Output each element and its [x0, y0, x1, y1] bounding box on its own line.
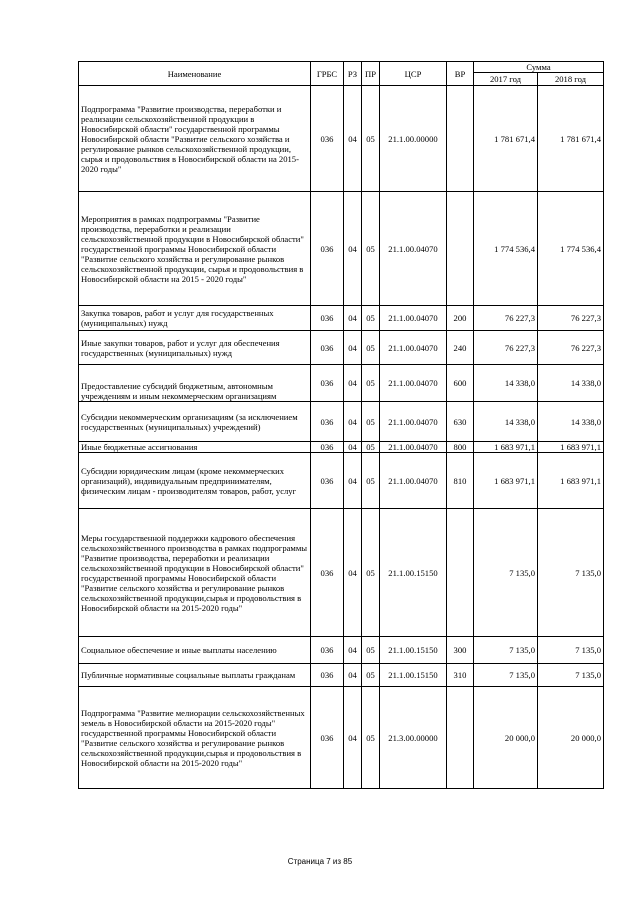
row-csr: 21.3.00.00000	[380, 687, 447, 789]
row-name: Субсидии некоммерческим организациям (за исключением государственных (муниципальных) учреждений)	[79, 402, 311, 442]
row-name: Закупка товаров, работ и услуг для государственных (муниципальных) нужд	[79, 306, 311, 331]
row-csr: 21.1.00.15150	[380, 664, 447, 687]
row-sum-2017: 7 135,0	[474, 509, 538, 637]
row-pr: 05	[362, 192, 380, 306]
row-name: Субсидии юридическим лицам (кроме некоммерческих организаций), индивидуальным предпринимателям, физическим лицам - производителям товаров, работ, услуг	[79, 453, 311, 509]
row-sum-2017: 1 774 536,4	[474, 192, 538, 306]
row-sum-2018: 76 227,3	[538, 331, 604, 365]
row-grbs: 036	[311, 442, 344, 453]
row-pr: 05	[362, 453, 380, 509]
row-sum-2017: 20 000,0	[474, 687, 538, 789]
row-rz: 04	[344, 442, 362, 453]
row-grbs: 036	[311, 637, 344, 664]
budget-table	[78, 61, 604, 789]
row-pr: 05	[362, 306, 380, 331]
table-row	[79, 442, 604, 453]
header-year-2017: 2017 год	[474, 73, 538, 86]
header-csr: ЦСР	[380, 62, 447, 86]
row-csr: 21.1.00.15150	[380, 637, 447, 664]
row-sum-2018: 20 000,0	[538, 687, 604, 789]
table-row	[79, 306, 604, 331]
table-row	[79, 331, 604, 365]
row-sum-2018: 1 683 971,1	[538, 453, 604, 509]
row-sum-2017: 76 227,3	[474, 306, 538, 331]
table-row	[79, 402, 604, 442]
row-rz: 04	[344, 331, 362, 365]
header-vr: ВР	[447, 62, 474, 86]
row-grbs: 036	[311, 365, 344, 402]
row-grbs: 036	[311, 664, 344, 687]
row-csr: 21.1.00.04070	[380, 442, 447, 453]
row-csr: 21.1.00.04070	[380, 192, 447, 306]
header-sum: Сумма	[474, 62, 604, 73]
row-name: Иные бюджетные ассигнования	[79, 442, 311, 453]
table-row	[79, 453, 604, 509]
header-pr: ПР	[362, 62, 380, 86]
row-rz: 04	[344, 664, 362, 687]
row-grbs: 036	[311, 86, 344, 192]
table-row	[79, 509, 604, 637]
row-grbs: 036	[311, 687, 344, 789]
row-pr: 05	[362, 664, 380, 687]
row-vr: 200	[447, 306, 474, 331]
row-csr: 21.1.00.00000	[380, 86, 447, 192]
header-name: Наименование	[79, 62, 311, 86]
row-sum-2017: 14 338,0	[474, 402, 538, 442]
row-name: Меры государственной поддержки кадрового обеспечения сельскохозяйственного производства в рамках подпрограммы "Развитие производства, переработки и реализации сельскохозяйственной продукции в Новосибирской области" государственной программы Новосибирской области "Развитие сельского хозяйства и регулирование рынков сельскохозяйственной продукции,сырья и продовольствия в Новосибирской области на 2015-2020 годы"	[79, 509, 311, 637]
row-grbs: 036	[311, 306, 344, 331]
row-vr: 310	[447, 664, 474, 687]
row-csr: 21.1.00.04070	[380, 453, 447, 509]
row-name: Мероприятия в рамках подпрограммы "Развитие производства, переработки и реализации сельскохозяйственной продукции в Новосибирской области" государственной программы Новосибирской области "Развитие сельского хозяйства и регулирование рынков сельскохозяйственной продукции, сырья и продовольствия в Новосибирской области на 2015 - 2020 годы"	[79, 192, 311, 306]
row-grbs: 036	[311, 331, 344, 365]
row-name: Публичные нормативные социальные выплаты гражданам	[79, 664, 311, 687]
row-sum-2017: 7 135,0	[474, 637, 538, 664]
row-name: Подпрограмма "Развитие производства, переработки и реализации сельскохозяйственной продукции в Новосибирской области" государственной программы Новосибирской области "Развитие сельского хозяйства и регулирование рынков сельскохозяйственной продукции, сырья и продовольствия в Новосибирской области на 2015-2020 годы"	[79, 86, 311, 192]
row-sum-2018: 14 338,0	[538, 365, 604, 402]
header-grbs: ГРБС	[311, 62, 344, 86]
row-sum-2017: 1 683 971,1	[474, 442, 538, 453]
row-rz: 04	[344, 687, 362, 789]
row-pr: 05	[362, 687, 380, 789]
row-pr: 05	[362, 402, 380, 442]
row-vr	[447, 687, 474, 789]
row-vr	[447, 86, 474, 192]
row-pr: 05	[362, 86, 380, 192]
row-sum-2018: 14 338,0	[538, 402, 604, 442]
row-vr: 630	[447, 402, 474, 442]
row-pr: 05	[362, 509, 380, 637]
table-row	[79, 365, 604, 402]
row-csr: 21.1.00.04070	[380, 365, 447, 402]
row-pr: 05	[362, 365, 380, 402]
row-vr: 600	[447, 365, 474, 402]
row-vr	[447, 509, 474, 637]
row-name: Социальное обеспечение и иные выплаты населению	[79, 637, 311, 664]
row-grbs: 036	[311, 402, 344, 442]
row-sum-2018: 1 781 671,4	[538, 86, 604, 192]
row-sum-2018: 7 135,0	[538, 637, 604, 664]
row-sum-2018: 1 683 971,1	[538, 442, 604, 453]
row-rz: 04	[344, 192, 362, 306]
header-rz: РЗ	[344, 62, 362, 86]
row-sum-2018: 1 774 536,4	[538, 192, 604, 306]
row-sum-2018: 7 135,0	[538, 509, 604, 637]
row-rz: 04	[344, 637, 362, 664]
row-vr: 810	[447, 453, 474, 509]
row-vr: 240	[447, 331, 474, 365]
row-csr: 21.1.00.04070	[380, 331, 447, 365]
row-csr: 21.1.00.04070	[380, 402, 447, 442]
row-name: Подпрограмма "Развитие мелиорации сельскохозяйственных земель в Новосибирской области на 2015-2020 годы" государственной программы Новосибирской области "Развитие сельского хозяйства и регулирование рынков сельскохозяйственной продукции,сырья и продовольствия в Новосибирской области на 2015-2020 годы"	[79, 687, 311, 789]
row-name: Предоставление субсидий бюджетным, автономным учреждениям и иным некоммерческим организациям	[79, 365, 311, 402]
table-row	[79, 86, 604, 192]
row-grbs: 036	[311, 453, 344, 509]
row-name: Иные закупки товаров, работ и услуг для обеспечения государственных (муниципальных) нужд	[79, 331, 311, 365]
row-sum-2018: 76 227,3	[538, 306, 604, 331]
row-rz: 04	[344, 306, 362, 331]
row-rz: 04	[344, 402, 362, 442]
row-grbs: 036	[311, 192, 344, 306]
row-vr: 300	[447, 637, 474, 664]
row-csr: 21.1.00.04070	[380, 306, 447, 331]
row-grbs: 036	[311, 509, 344, 637]
row-sum-2017: 1 683 971,1	[474, 453, 538, 509]
row-rz: 04	[344, 509, 362, 637]
table-row	[79, 664, 604, 687]
row-pr: 05	[362, 637, 380, 664]
table-row	[79, 192, 604, 306]
page-number: Страница 7 из 85	[287, 857, 353, 866]
row-pr: 05	[362, 442, 380, 453]
table-row	[79, 637, 604, 664]
row-sum-2017: 76 227,3	[474, 331, 538, 365]
row-rz: 04	[344, 365, 362, 402]
row-sum-2017: 7 135,0	[474, 664, 538, 687]
row-rz: 04	[344, 453, 362, 509]
row-pr: 05	[362, 331, 380, 365]
row-rz: 04	[344, 86, 362, 192]
row-sum-2017: 14 338,0	[474, 365, 538, 402]
header-year-2018: 2018 год	[538, 73, 604, 86]
row-vr: 800	[447, 442, 474, 453]
row-vr	[447, 192, 474, 306]
row-sum-2018: 7 135,0	[538, 664, 604, 687]
row-csr: 21.1.00.15150	[380, 509, 447, 637]
table-row	[79, 687, 604, 789]
row-sum-2017: 1 781 671,4	[474, 86, 538, 192]
